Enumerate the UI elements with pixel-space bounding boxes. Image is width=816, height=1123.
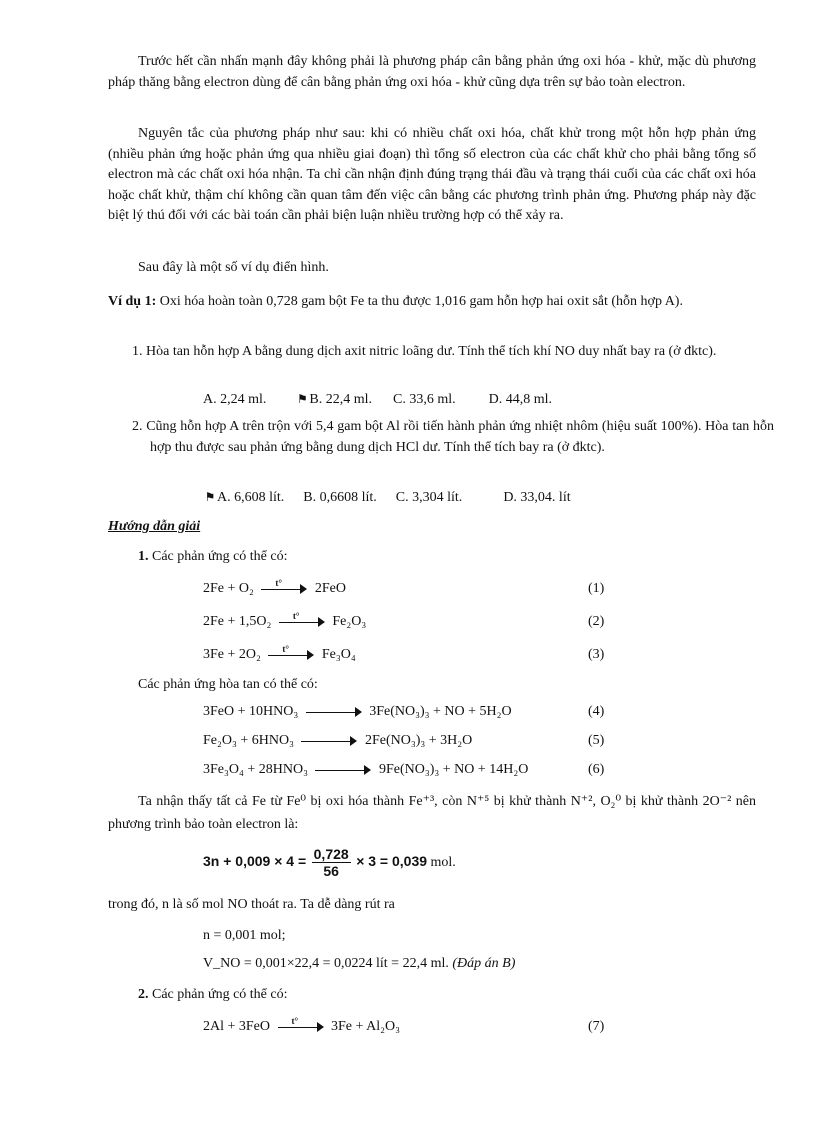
reaction-4: [203, 703, 512, 721]
option-1b: B. 22,4 ml.: [309, 392, 373, 407]
where-line: trong đó, n là số mol NO thoát ra. Ta dễ dàng rút ra: [108, 897, 395, 912]
reaction-7-number: (7): [588, 1019, 605, 1034]
flag-icon: ⚑: [204, 490, 216, 504]
reaction-1-lhs: 2Fe + O₂: [203, 581, 254, 596]
example-text: Oxi hóa hoàn toàn 0,728 gam bột Fe ta thu được 1,016 gam hỗn hợp hai oxit sắt (hỗn hợp A).: [156, 294, 683, 309]
balance-left: 3n + 0,009 × 4 =: [203, 853, 307, 869]
part-2-intro: [138, 986, 288, 1004]
reaction-5-number: (5): [588, 733, 605, 748]
balance-unit: mol.: [427, 855, 456, 870]
option-2d: D. 33,04. lít: [503, 490, 571, 505]
result-volume-text: V_NO = 0,001×22,4 = 0,0224 lít = 22,4 ml.: [203, 956, 449, 971]
result-n: n = 0,001 mol;: [203, 928, 286, 943]
question-1-options: [203, 390, 552, 409]
reaction-4-rhs: 3Fe(NO₃)₃ + NO + 5H₂O: [369, 704, 512, 719]
option-1a: A. 2,24 ml.: [203, 392, 267, 407]
reaction-2-number: (2): [588, 614, 605, 629]
arrow-icon: [306, 705, 362, 719]
part-1-label: 1.: [138, 549, 149, 564]
paragraph-principle: Nguyên tắc của phương pháp như sau: khi có nhiều chất oxi hóa, chất khử trong một hỗn hợp phản ứng (nhiều phản ứng hoặc phản ứng qua nhiều giai đoạn) thì tổng số electron của các chất khử cho phải bằng tổng số electron mà các chất oxi hóa nhận. Ta chỉ cần nhận định đúng trạng thái đầu và trạng thái cuối của các chất oxi hóa hoặc chất khử, thậm chí không cần quan tâm đến việc cân bằng các phương trình phản ứng. Phương pháp này đặc biệt lý thú đối với các bài toán cần phải biện luận nhiều trường hợp có thể xảy ra.: [108, 126, 756, 223]
paragraph-examples-intro: Sau đây là một số ví dụ điển hình.: [138, 260, 329, 275]
reaction-3: [203, 643, 356, 664]
reaction-4-number: (4): [588, 704, 605, 719]
example-statement: [108, 292, 816, 313]
reaction-4-lhs: 3FeO + 10HNO₃: [203, 704, 299, 719]
electron-balance-equation: [203, 844, 456, 880]
part-1-intro: [138, 548, 288, 566]
example-label: Ví dụ 1:: [108, 294, 157, 309]
reaction-6: [203, 761, 528, 779]
reaction-3-rhs: Fe₃O₄: [321, 647, 356, 662]
answer-note: (Đáp án B): [452, 956, 516, 971]
observation-paragraph: Ta nhận thấy tất cả Fe từ Fe⁰ bị oxi hóa thành Fe⁺³, còn N⁺⁵ bị khử thành N⁺², O₂⁰ bị khử thành 2O⁻² nên phương trình bảo toàn electron là:: [108, 794, 756, 832]
balance-right: × 3 = 0,039: [356, 853, 428, 869]
question-2: 2. Cũng hỗn hợp A trên trộn với 5,4 gam bột Al rồi tiến hành phản ứng nhiệt nhôm (hiệu suất 100%). Hòa tan hỗn hợp thu được sau phản ứng bằng dung dịch HCl dư. Tính thể tích bay ra (ở đktc).: [132, 419, 774, 455]
reaction-3-lhs: 3Fe + 2O₂: [203, 647, 261, 662]
arrow-icon: t°: [268, 648, 314, 662]
reaction-6-lhs: 3Fe₃O₄ + 28HNO₃: [203, 762, 308, 777]
reaction-1-number: (1): [588, 581, 605, 596]
reaction-2-lhs: 2Fe + 1,5O₂: [203, 614, 272, 629]
option-2b: B. 0,6608 lít.: [303, 490, 377, 505]
option-1c: C. 33,6 ml.: [393, 392, 456, 407]
option-2c: C. 3,304 lít.: [395, 490, 463, 505]
part-2-text: Các phản ứng có thể có:: [148, 987, 288, 1002]
reaction-6-number: (6): [588, 762, 605, 777]
arrow-icon: t°: [279, 615, 325, 629]
reaction-2-rhs: Fe₂O₃: [332, 614, 367, 629]
part-1-text: Các phản ứng có thể có:: [148, 549, 288, 564]
reaction-6-rhs: 9Fe(NO₃)₃ + NO + 14H₂O: [378, 762, 529, 777]
option-1d: D. 44,8 ml.: [488, 392, 553, 407]
flag-icon: ⚑: [297, 392, 308, 406]
result-volume: [203, 955, 515, 973]
reaction-2: [203, 610, 367, 631]
option-2a: A. 6,608 lít.: [217, 490, 285, 505]
dissolve-intro: Các phản ứng hòa tan có thể có:: [138, 677, 318, 692]
reaction-7-rhs: 3Fe + Al₂O₃: [331, 1019, 401, 1034]
arrow-icon: [315, 763, 371, 777]
arrow-icon: [301, 734, 357, 748]
balance-fraction: [312, 846, 351, 879]
solution-heading: Hướng dẫn giải: [108, 519, 201, 534]
reaction-7: [203, 1015, 401, 1036]
question-2-options: [203, 488, 571, 507]
question-1: 1. Hòa tan hỗn hợp A bằng dung dịch axit nitric loãng dư. Tính thể tích khí NO duy nhất bay ra (ở đktc).: [132, 344, 717, 359]
arrow-icon: t°: [261, 582, 307, 596]
reaction-1-rhs: 2FeO: [314, 581, 347, 596]
reaction-3-number: (3): [588, 647, 605, 662]
fraction-numerator: 0,728: [313, 846, 349, 863]
reaction-5-lhs: Fe₂O₃ + 6HNO₃: [203, 733, 294, 748]
arrow-icon: t°: [278, 1020, 324, 1034]
reaction-5-rhs: 2Fe(NO₃)₃ + 3H₂O: [364, 733, 473, 748]
reaction-1: [203, 577, 347, 598]
paragraph-intro: Trước hết cần nhấn mạnh đây không phải là phương pháp cân bằng phản ứng oxi hóa - khử, mặc dù phương pháp thăng bằng electron dùng để cân bằng phản ứng oxi hóa - khử cũng dựa trên sự bảo toàn electron.: [108, 54, 756, 90]
fraction-denominator: 56: [323, 863, 339, 880]
part-2-label: 2.: [138, 987, 149, 1002]
reaction-5: [203, 732, 472, 750]
reaction-7-lhs: 2Al + 3FeO: [203, 1019, 271, 1034]
